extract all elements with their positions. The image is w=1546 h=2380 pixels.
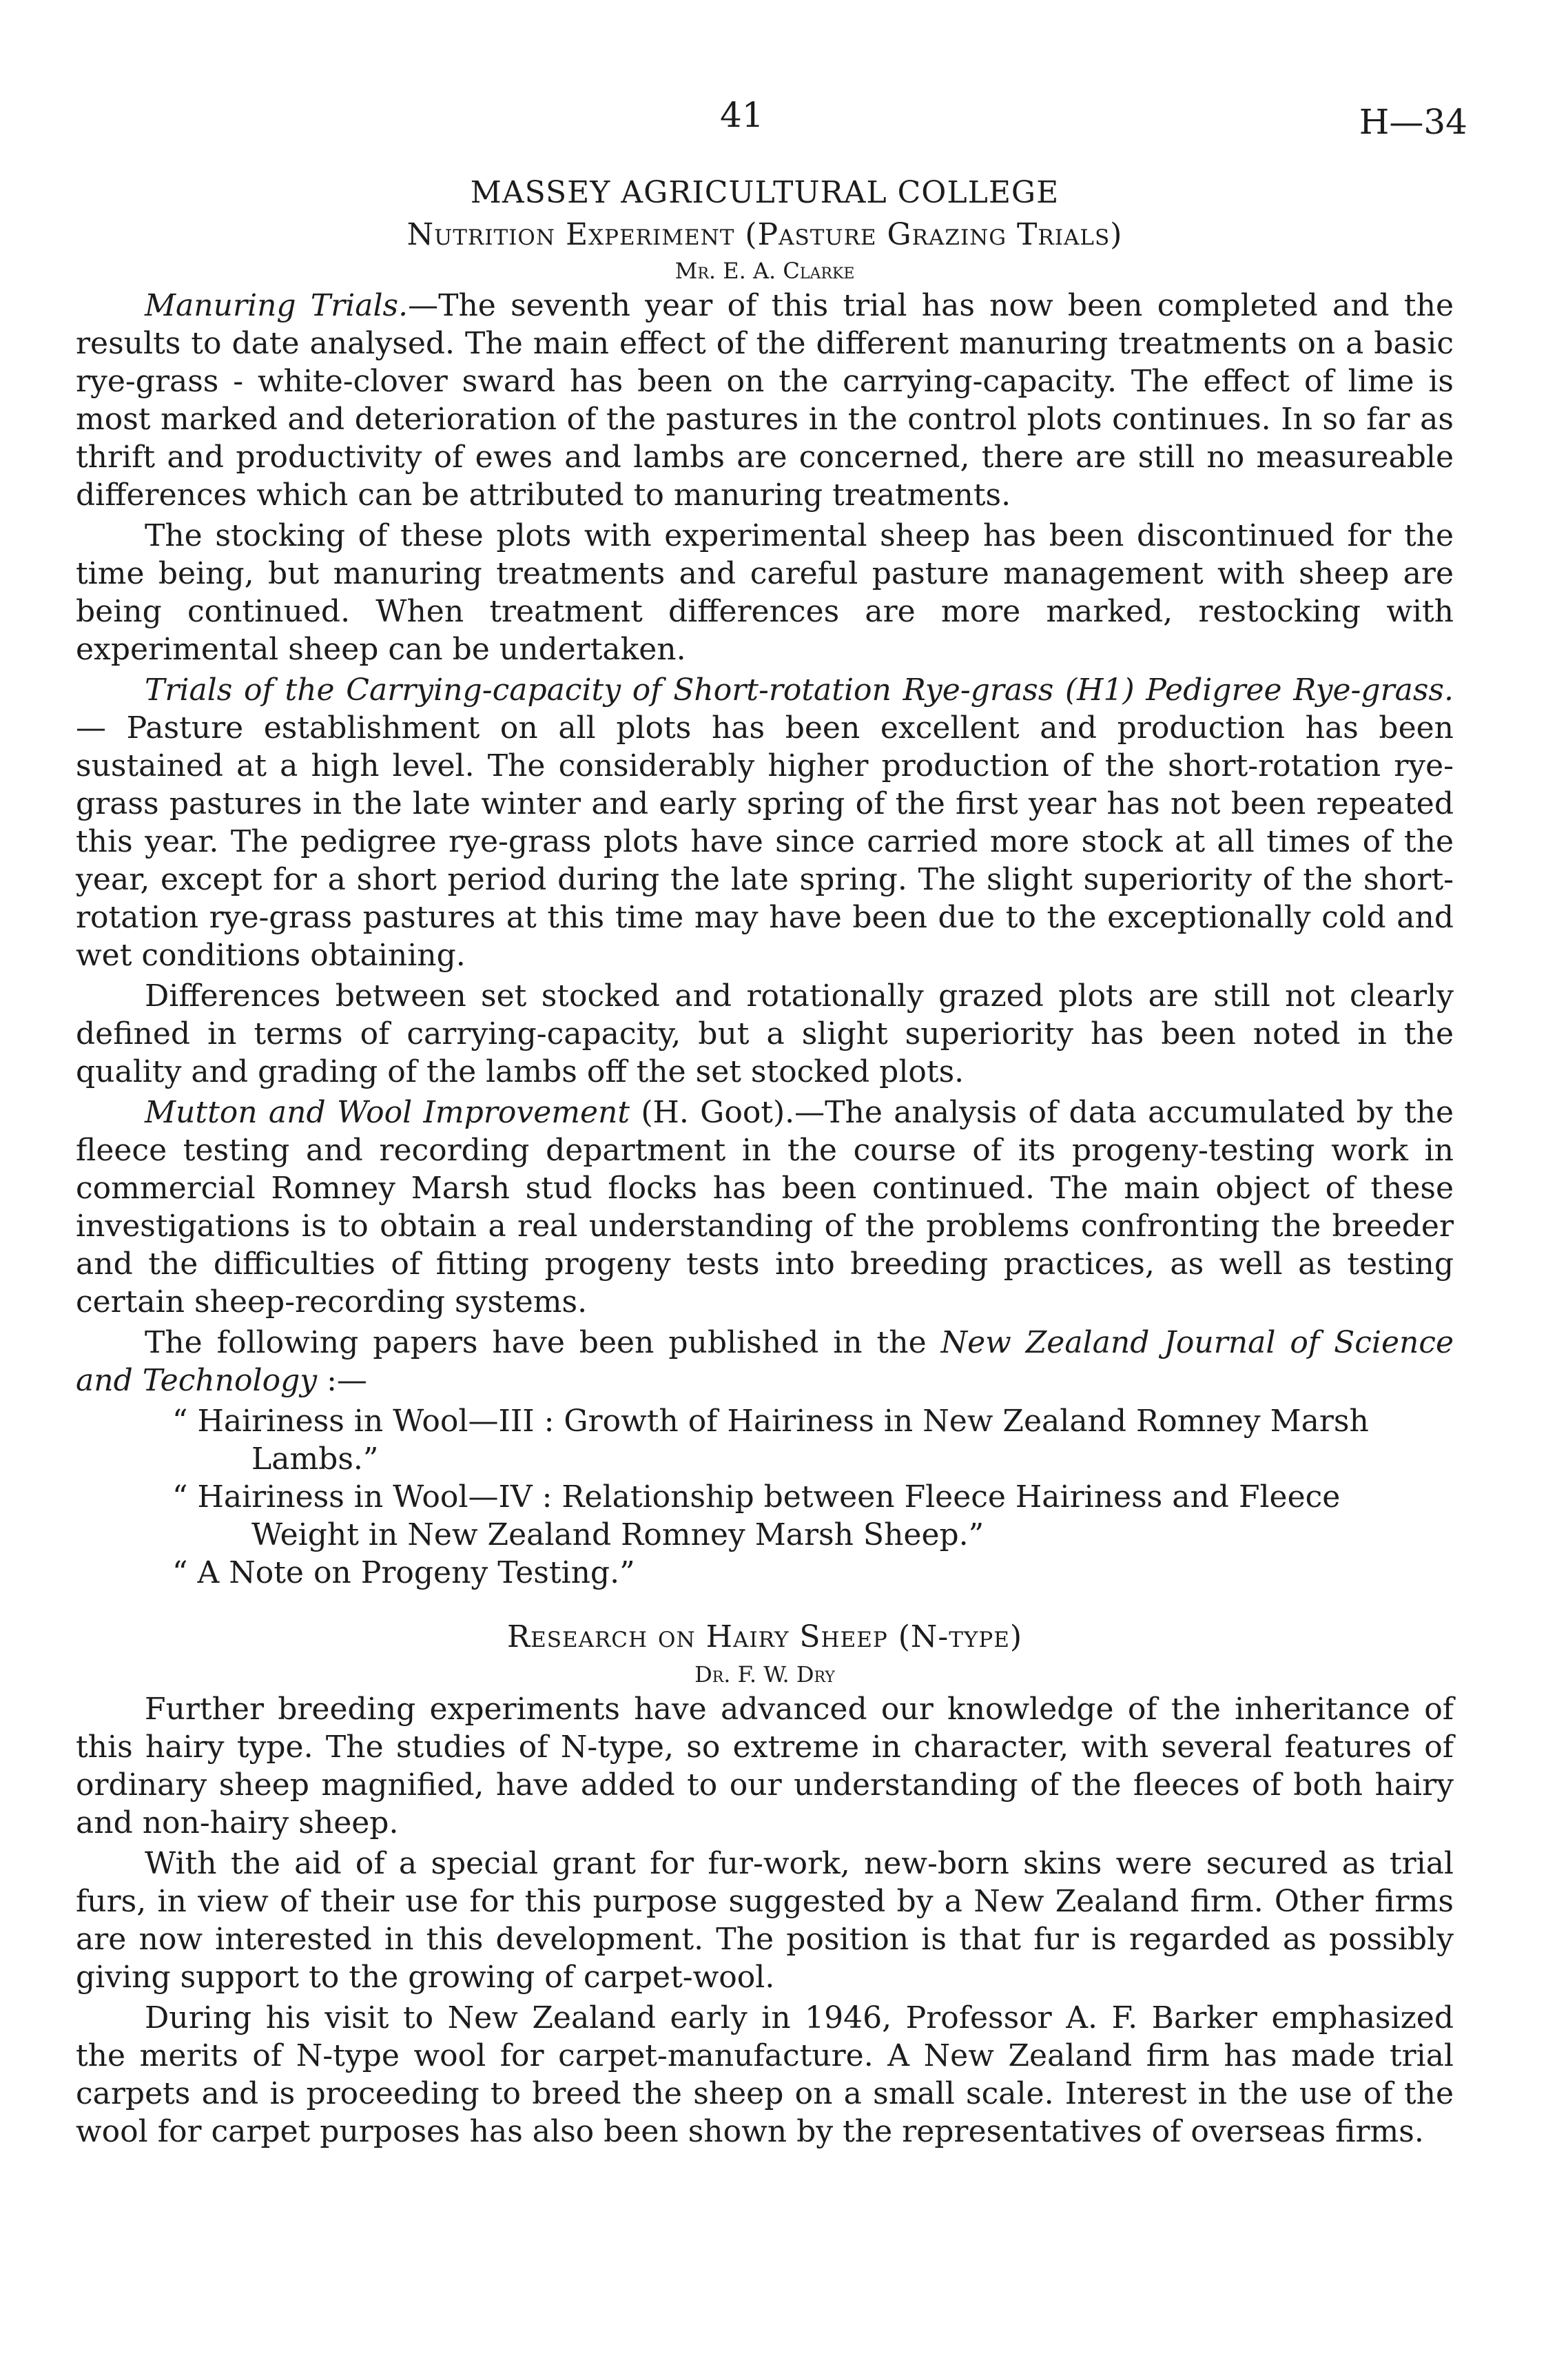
paragraph-fur-work: With the aid of a special grant for fur-work, new-born skins were secured as trial furs, in view of their use for this purpose suggested by a New Zealand firm. Other firms are now interested in this development. The position is that fur is regarded as possibly giving support to the growing of carpet-wool. <box>76 1846 1454 1995</box>
paragraph-text: — Pasture establishment on all plots has been excellent and production has been sustained at a high level. The considerably higher production of the short-rotation rye-grass pastures in the late winter and early spring of the first year has not been repeated this year. The pedigree rye-grass plots have since carried more stock at all times of the year, except for a short period during the late spring. The slight superiority of the short-rotation rye-grass pastures at this time may have been due to the exceptionally cold and wet conditions obtaining. <box>76 710 1454 973</box>
paragraph-text: :— <box>317 1363 367 1398</box>
running-head <box>76 90 1467 152</box>
page <box>76 90 1467 2153</box>
section-author: Mr. E. A. Clarke <box>674 258 855 284</box>
paragraph-mutton-wool <box>76 1094 1454 1321</box>
paragraph-text: —The seventh year of this trial has now been completed and the results to date analysed. The main effect of the different manuring treatments on a basic rye-grass - white-clover sward has been on the carrying-capacity. The effect of lime is most marked and deterioration of the pastures in the control plots continues. In so far as thrift and productivity of ewes and lambs are concerned, there are still no measureable differences which can be attributed to manuring treatments. <box>76 288 1454 513</box>
paragraph-manuring-trials <box>76 287 1454 514</box>
paragraph-papers-published <box>76 1324 1454 1399</box>
section-title: Research on Hairy Sheep (N-type) <box>506 1619 1023 1654</box>
citation-item: “ Hairiness in Wool—IV : Relationship between Fleece Hairiness and Fleece Weight in New Zealand Romney Marsh Sheep.” <box>172 1479 1341 1552</box>
section-subtitle: Nutrition Experiment (Pasture Grazing Trials) <box>406 217 1123 252</box>
document-code: H—34 <box>1359 102 1467 142</box>
run-in-heading: Manuring Trials. <box>145 288 409 323</box>
citation-item: “ A Note on Progeny Testing.” <box>172 1555 635 1590</box>
citation-item: “ Hairiness in Wool—III : Growth of Hairiness in New Zealand Romney Marsh Lambs.” <box>172 1404 1369 1477</box>
paragraph-text: Differences between set stocked and rotationally grazed plots are still not clearly defined in terms of carrying-capacity, but a slight superiority has been noted in the quality and grading of the lambs off the set stocked plots. <box>76 978 1454 1089</box>
paragraph-carrying-capacity <box>76 671 1454 974</box>
journal-title: New Zealand Journal of Science and Technology <box>76 1325 1454 1398</box>
paragraph-text: The stocking of these plots with experimental sheep has been discontinued for the time being, but manuring treatments and careful pasture management with sheep are being continued. When treatment differences are more marked, restocking with experimental sheep can be undertaken. <box>76 518 1454 667</box>
section-title: MASSEY AGRICULTURAL COLLEGE <box>470 175 1060 210</box>
section-author: Dr. F. W. Dry <box>694 1661 835 1687</box>
paragraph-set-stocked <box>76 977 1454 1091</box>
run-in-heading: Trials of the Carrying-capacity of Short-rotation Rye-grass (H1) Pedigree Rye-grass. <box>145 673 1454 708</box>
paragraph-breeding: Further breeding experiments have advanced our knowledge of the inheritance of this hairy type. The studies of N-type, so extreme in character, with several features of ordinary sheep magnified, have added to our understanding of the fleeces of both hairy and non-hairy sheep. <box>76 1692 1454 1840</box>
paragraph-carpet: During his visit to New Zealand early in 1946, Professor A. F. Barker emphasized the merits of N-type wool for carpet-manufacture. A New Zealand firm has made trial carpets and is proceeding to breed the sheep on a small scale. Interest in the use of the wool for carpet purposes has also been shown by the representatives of overseas firms. <box>76 2000 1454 2149</box>
paragraph-text: The following papers have been published in the <box>145 1325 941 1360</box>
paragraph-stocking <box>76 517 1454 668</box>
page-number: 41 <box>720 95 764 135</box>
run-in-heading: Mutton and Wool Improvement <box>145 1095 630 1130</box>
run-in-author: (H. Goot). <box>630 1095 795 1130</box>
paragraph-text: —The analysis of data accumulated by the fleece testing and recording department in the course of its progeny-testing work in commercial Romney Marsh stud flocks has been continued. The main object of these investigations is to obtain a real understanding of the problems confronting the breeder and the difficulties of fitting progeny tests into breeding practices, as well as testing certain sheep-recording systems. <box>76 1095 1454 1320</box>
